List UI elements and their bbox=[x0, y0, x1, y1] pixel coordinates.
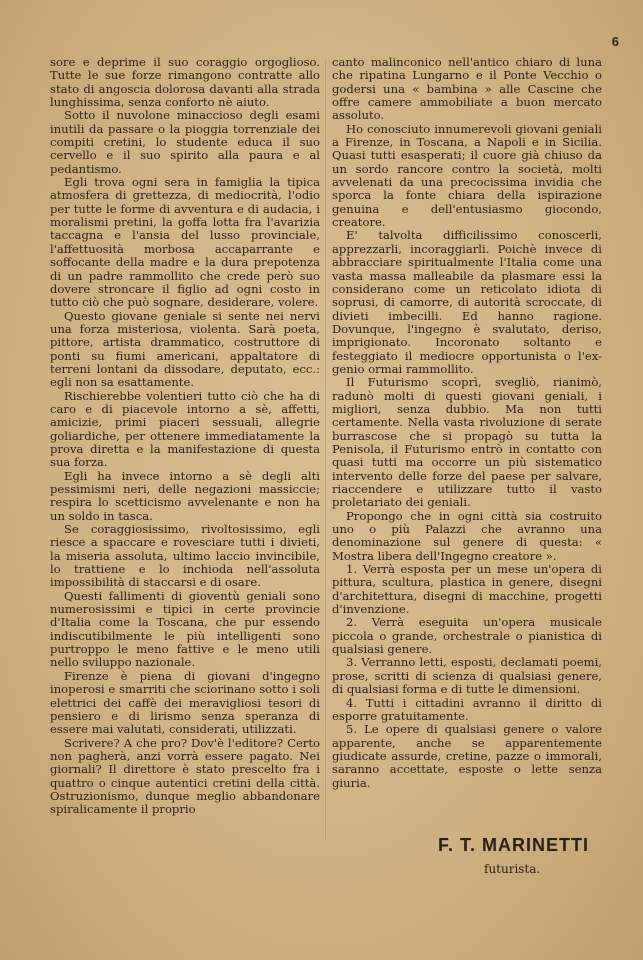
paragraph: Propongo che in ogni città sia costruito uno o più Palazzi che avranno una denominazione sul genere di questa: « Mostra libera dell'Ingegno creatore ». bbox=[332, 508, 602, 563]
list-item: 3. Verranno letti, esposti, declamati poemi, prose, scritti di scienza di qualsiasi genere, di qualsiasi forma e di tutte le dimensioni. bbox=[332, 655, 602, 697]
list-item: 5. Le opere di qualsiasi genere o valore apparente, anche se apparentemente giudicate assurde, cretine, pazze o immorali, saranno accettate, esposte o lette senza giuria. bbox=[332, 722, 602, 790]
paragraph: sore e deprime il suo coraggio orgoglioso. Tutte le sue forze rimangono contratte allo stato di angoscia dolorosa davanti alla strada lunghissima, senza conforto nè aiuto. bbox=[50, 55, 320, 110]
paragraph: Questo giovane geniale si sente nei nervi una forza misteriosa, violenta. Sarà poeta, pittore, artista drammatico, costruttore di ponti su fiumi americani, appaltatore di terreni lontani da dissodare, deputato, ecc.: egli non sa esattamente. bbox=[50, 308, 320, 390]
page-number: 6 bbox=[611, 34, 619, 49]
paragraph: Sotto il nuvolone minaccioso degli esami inutili da passare o la pioggia torrenziale dei compiti cretini, lo studente educa il suo cervello e il suo spirito alla paura e al pedantismo. bbox=[50, 108, 320, 176]
paragraph: Firenze è piena di giovani d'ingegno inoperosi e smarriti che sciorinano sotto i soli elettrici dei caffè dei meravigliosi tesori di pensiero e di lirismo senza speranza di essere mai valutati, considerati, utilizzati. bbox=[50, 668, 320, 737]
paragraph: Egli ha invece intorno a sè degli alti pessimismi neri, delle negazioni massiccie; respira lo scetticismo avvelenante e non ha un soldo in tasca. bbox=[50, 468, 320, 523]
paragraph: Questi fallimenti di gioventù geniali sono numerosissimi e tipici in certe provincie d'Italia come la Toscana, che pur essendo indiscutibilmente le più intelligenti sono purtroppo le meno fattive e le meno utili nello sviluppo nazionale. bbox=[50, 588, 320, 670]
column-divider bbox=[325, 60, 326, 840]
paragraph: Se coraggiosissimo, rivoltosissimo, egli riesce a spaccare e rovesciare tutti i divieti, la miseria assoluta, ultimo laccio invincibile, lo trattiene e lo inchioda nell'assoluta impossibilità di staccarsi e di osare. bbox=[50, 522, 320, 590]
paragraph: canto malinconico nell'antico chiaro di luna che ripatina Lungarno e il Ponte Vecchio o godersi una « bambina » alle Cascine che offre camere ammobiliate a buon mercato assoluto. bbox=[332, 55, 602, 123]
paragraph: Egli trova ogni sera in famiglia la tipica atmosfera di grettezza, di mediocrità, l'odio per tutte le forme di avventura e di audacia, i moralismi pretini, la goffa lotta fra l'avarizia taccagna e l'ansia del lusso provinciale, l'affettuosità morbosa accaparrante e soffocante della madre e la dura prepotenza di un padre rammollito che crede però suo dovere stroncare il figlio ad ogni costo in tutto ciò che può sognare, desiderare, volere. bbox=[50, 175, 320, 310]
paragraph: Rischierebbe volentieri tutto ciò che ha di caro e di piacevole intorno a sè, affetti, amicizie, primi piaceri sessuali, allegrie goliardiche, per ottenere immediatamente la prova diretta e la manifestazione di questa sua forza. bbox=[50, 388, 320, 470]
author-signature: F. T. MARINETTI bbox=[438, 835, 589, 855]
paragraph: E' talvolta difficilissimo conoscerli, apprezzarli, incoraggiarli. Poichè invece di abbracciare spiritualmente l'Italia come una vasta massa malleabile da plasmare essi la considerano come un reticolato idiota di soprusi, di camorre, di autorità scroccate, di divieti imbecilli. Ed hanno ragione. Dovunque, l'ingegno è svalutato, deriso, imprigionato. Incoronato soltanto e festeggiato il mediocre opportunista o l'ex-genio ormai rammollito. bbox=[332, 228, 602, 376]
list-item: 4. Tutti i cittadini avranno il diritto di esporre gratuitamente. bbox=[332, 695, 602, 723]
paragraph: Scrivere? A che pro? Dov'è l'editore? Certo non pagherà, anzi vorrà essere pagato. Nei giornali? Il direttore è stato prescelto fra i quattro o cinque autentici cretini della città. Ostruzionismo, dunque meglio abbandonare spiralicamente il proprio bbox=[50, 735, 320, 817]
list-item: 1. Verrà esposta per un mese un'opera di pittura, scultura, plastica in genere, disegni d'architettura, disegni di macchine, progetti d'invenzione. bbox=[332, 562, 602, 617]
paragraph: Ho conosciuto innumerevoli giovani geniali a Firenze, in Toscana, a Napoli e in Sicilia. Quasi tutti esasperati; il cuore già chiuso da un sordo rancore contro la società, molti avvelenati da una precocissima invidia che sporca la fonte chiara della ispirazione genuina e dell'entusiasmo giocondo, creatore. bbox=[332, 121, 602, 230]
list-item: 2. Verrà eseguita un'opera musicale piccola o grande, orchestrale o pianistica di qualsiasi genere. bbox=[332, 615, 602, 657]
author-title: futurista. bbox=[484, 862, 541, 876]
left-column bbox=[50, 56, 320, 817]
paragraph: Il Futurismo scoprì, svegliò, rianimò, radunò molti di questi giovani geniali, i migliori, senza dubbio. Ma non tutti certamente. Nella vasta rivoluzione di serate burrascose che si propagò su tutta la Penisola, il Futurismo entrò in contatto con quasi tutti ma occorre un più sistematico intervento delle forze del paese per salvare, riaccendere e utilizzare tutto il vasto proletariato dei geniali. bbox=[332, 375, 602, 510]
right-column bbox=[332, 56, 602, 790]
